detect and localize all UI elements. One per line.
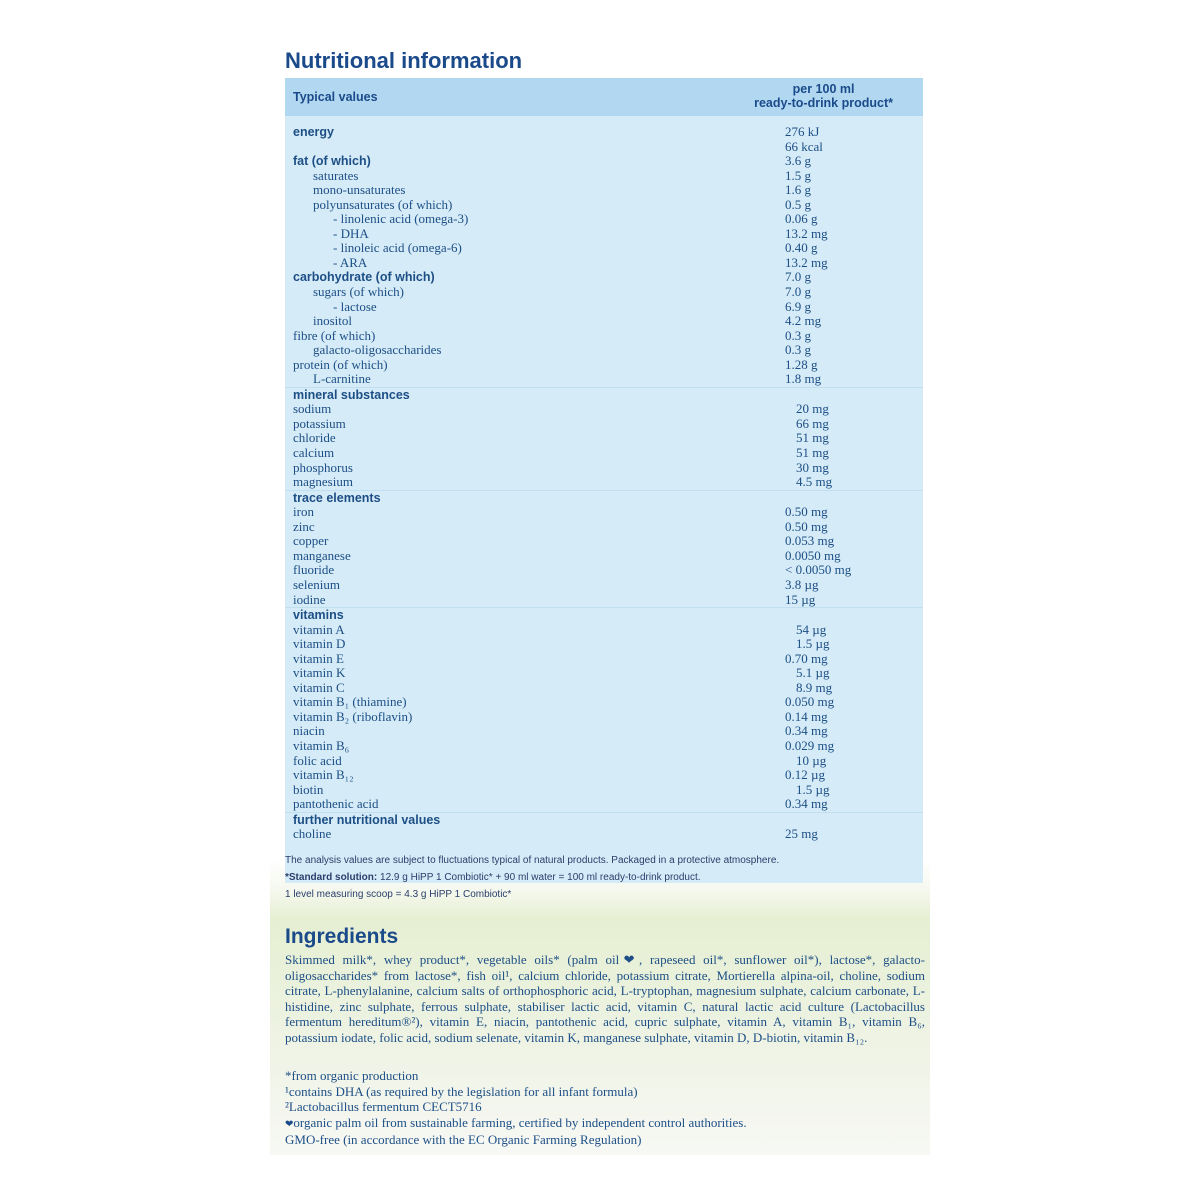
nutrient-label: fat (of which) [293,154,371,169]
nutrient-label: polyunsaturates (of which) [313,196,453,212]
nutrient-label: potassium [293,415,346,431]
nutrient-label: protein (of which) [293,356,388,372]
nutrient-label: vitamin E [293,650,344,666]
nutrient-value: 1.8 mg [785,371,822,387]
nutrient-value: 66 kcal [785,138,823,154]
nutrient-value: 3.8 µg [785,576,819,592]
nutrient-value: 1.28 g [785,356,818,372]
nutrient-value: 4.2 mg [785,313,822,329]
nutrient-label: choline [293,826,332,842]
nutrient-value: 0.5 g [785,196,811,212]
nutrient-value: 10 µg [796,752,827,768]
nutrient-value: 0.3 g [785,327,811,343]
nutrition-row [285,490,923,506]
nutrient-value: 0.050 mg [785,694,835,710]
nutrient-label: calcium [293,445,335,461]
nutrient-label: energy [293,125,334,139]
nutrition-row [285,285,923,300]
nutrition-row [285,125,923,140]
header-per-100ml [754,82,893,110]
nutrient-label: iron [293,504,314,520]
nutrient-label: niacin [293,723,325,739]
nutrient-value: 7.0 g [785,284,811,300]
nutrient-label: fluoride [293,562,335,578]
nutrient-value: 8.9 mg [796,679,833,695]
nutrient-value: 51 mg [796,445,829,461]
nutrient-label: vitamin C [293,679,345,695]
nutrition-row [285,417,923,432]
nutrient-value: 13.2 mg [785,225,828,241]
nutrition-row [285,623,923,638]
nutrient-label: vitamin B₂ (riboflavin) [293,708,413,724]
header-per-100ml-line2: ready-to-drink product* [754,96,893,110]
nutrition-row [285,270,923,285]
nutrient-value: 1.5 µg [796,781,830,797]
nutrition-row [285,520,923,535]
nutrient-label: - DHA [333,225,369,241]
nutrient-label: inositol [313,313,353,329]
nutrition-row [285,387,923,403]
nutrient-value: < 0.0050 mg [785,562,852,578]
nutrient-value: 0.34 mg [785,796,828,812]
nutrition-footnotes [285,852,925,903]
nutrition-row [285,607,923,623]
nutrient-label: vitamin K [293,665,346,681]
nutrient-value: 5.1 µg [796,665,830,681]
nutrient-value: 0.053 mg [785,533,835,549]
nutrition-row [285,563,923,578]
nutrient-label: zinc [293,518,315,534]
footnote-standard-solution: *Standard solution: 12.9 g HiPP 1 Combiotic* + 90 ml water = 100 ml ready-to-drink product. [285,872,701,883]
nutrient-label: vitamin B₁₂ [293,767,354,783]
nutrient-label: vitamin B₁ (thiamine) [293,694,407,710]
nutrition-row [285,754,923,769]
nutrition-row [285,739,923,754]
nutrient-value: 30 mg [796,459,829,475]
nutrient-value: 25 mg [785,826,818,842]
nutrient-label: vitamin B₆ [293,737,350,753]
nutrient-label: biotin [293,781,324,797]
nutrition-row [285,681,923,696]
nutrition-row [285,183,923,198]
nutrient-value: 66 mg [796,415,829,431]
nutrition-row [285,372,923,387]
nutrient-label: sodium [293,401,332,417]
nutrition-row [285,198,923,213]
nutrient-label: further nutritional values [293,812,441,827]
nutrition-row [285,300,923,315]
nutrient-value: 7.0 g [785,269,811,285]
nutrient-value: 0.50 mg [785,504,828,520]
nutrition-row [285,505,923,520]
nutrient-value: 276 kJ [785,124,820,139]
nutrient-label: - ARA [333,254,368,270]
nutrient-value: 54 µg [796,621,827,637]
nutrition-row [285,724,923,739]
nutrition-row [285,710,923,725]
nutrition-row [285,666,923,681]
nutrition-row [285,314,923,329]
nutrient-label: copper [293,533,329,549]
footnote-scoop: 1 level measuring scoop = 4.3 g HiPP 1 Combiotic* [285,889,512,900]
nutrient-label: mineral substances [293,387,410,402]
ingredients-notes [285,1068,925,1148]
nutrition-row [285,402,923,417]
header-typical-values: Typical values [293,90,378,104]
note-organic: *from organic production [285,1068,419,1083]
nutrition-row [285,768,923,783]
nutrient-value: 4.5 mg [796,474,833,490]
nutrient-label: iodine [293,591,326,607]
nutrient-label: - linoleic acid (omega-6) [333,240,462,256]
nutrition-row [285,827,923,842]
nutrition-row [285,343,923,358]
nutrient-value: 0.029 mg [785,737,835,753]
nutrient-value: 0.12 µg [785,767,825,783]
nutrient-value: 1.5 µg [796,636,830,652]
nutrient-value: 13.2 mg [785,254,828,270]
nutrient-value: 1.6 g [785,182,811,198]
nutrient-value: 51 mg [796,430,829,446]
nutrition-table [285,78,923,883]
nutrition-row [285,241,923,256]
nutrient-label: fibre (of which) [293,327,376,343]
nutrient-label: - linolenic acid (omega-3) [333,211,469,227]
nutrient-label: manganese [293,547,351,563]
nutrition-row [285,461,923,476]
nutrient-value: 0.06 g [785,211,818,227]
nutrient-label: - lactose [333,298,377,314]
product-info-panel [270,40,930,1155]
nutrient-label: pantothenic acid [293,796,379,812]
nutrient-label: vitamins [293,608,344,623]
nutrition-row [285,358,923,373]
nutrient-label: carbohydrate (of which) [293,270,435,285]
nutrient-value: 0.3 g [785,342,811,358]
nutrient-label: chloride [293,430,336,446]
nutrition-row [285,637,923,652]
nutrition-row [285,169,923,184]
nutrient-label: selenium [293,576,340,592]
nutrition-row [285,227,923,242]
nutrient-value: 1.5 g [785,167,811,183]
nutrient-label: L-carnitine [313,371,371,387]
nutrition-row [285,431,923,446]
nutrition-row [285,475,923,490]
nutrition-title: Nutritional information [285,48,523,73]
ingredients-title: Ingredients [285,925,399,948]
nutrient-label: vitamin D [293,636,346,652]
nutrient-value: 0.70 mg [785,650,828,666]
nutrient-value: 3.6 g [785,153,811,169]
nutrient-value: 0.14 mg [785,708,828,724]
nutrition-row [285,329,923,344]
nutrition-rows [285,116,923,842]
note-lactobacillus: ²Lactobacillus fermentum CECT5716 [285,1099,482,1115]
nutrition-row [285,549,923,564]
nutrition-table-header [285,78,923,116]
nutrition-row [285,783,923,798]
nutrient-value: 6.9 g [785,298,811,314]
nutrient-label: vitamin A [293,621,345,637]
nutrition-row [285,695,923,710]
nutrient-value: 0.40 g [785,240,818,256]
nutrition-row [285,797,923,812]
nutrient-value: 0.34 mg [785,723,828,739]
nutrition-row [285,154,923,169]
footnote-fluctuations: The analysis values are subject to fluctuations typical of natural products. Packaged in a protective atmosphere. [285,855,780,866]
nutrient-label: folic acid [293,752,342,768]
nutrition-row [285,212,923,227]
nutrition-row [285,446,923,461]
nutrient-label: trace elements [293,490,381,505]
header-per-100ml-line1: per 100 ml [792,82,855,96]
nutrient-value: 20 mg [796,401,829,417]
ingredients-text: Skimmed milk*, whey product*, vegetable oils* (palm oil❤, rapeseed oil*, sunflower oil*), lactose*, galacto-oligosaccharides* from lactose*, fish oil¹, calcium chloride, potassium citrate, Mortierella alpina-oil, choline, sodium citrate, L-phenylalanine, calcium salts of orthophosphoric acid, L-tryptophan, magnesium sulphate, calcium carbonate, L-histidine, zinc sulphate, ferrous sulphate, stabiliser lactic acid, vitamin C, natural lactic acid culture (Lactobacillus fermentum hereditum®²), vitamin E, niacin, pantothenic acid, cupric sulphate, vitamin A, vitamin B₁, vitamin B₆, potassium iodate, folic acid, sodium selenate, vitamin K, manganese sulphate, vitamin D, D-biotin, vitamin B₁₂. [285,952,925,1045]
nutrient-value: 0.50 mg [785,518,828,534]
nutrient-value: 0.0050 mg [785,547,841,563]
nutrition-row [285,256,923,271]
nutrient-label: mono-unsaturates [313,182,406,198]
nutrition-row [285,578,923,593]
heart-icon: ❤ [285,1118,294,1130]
note-dha: ¹contains DHA (as required by the legislation for all infant formula) [285,1083,638,1099]
nutrient-label: galacto-oligosaccharides [313,342,442,358]
nutrition-row [285,812,923,828]
nutrient-label: sugars (of which) [313,284,404,300]
nutrient-label: saturates [313,167,359,183]
nutrition-row [285,140,923,155]
nutrient-label: magnesium [293,474,353,490]
note-gmo-free: GMO-free (in accordance with the EC Organic Farming Regulation) [285,1132,642,1148]
nutrition-row [285,652,923,667]
nutrition-row [285,534,923,549]
nutrition-row [285,593,923,608]
nutrient-label: phosphorus [293,459,353,475]
note-palm-oil: ❤organic palm oil from sustainable farming, certified by independent control authorities. [285,1114,747,1130]
nutrient-value: 15 µg [785,591,816,607]
